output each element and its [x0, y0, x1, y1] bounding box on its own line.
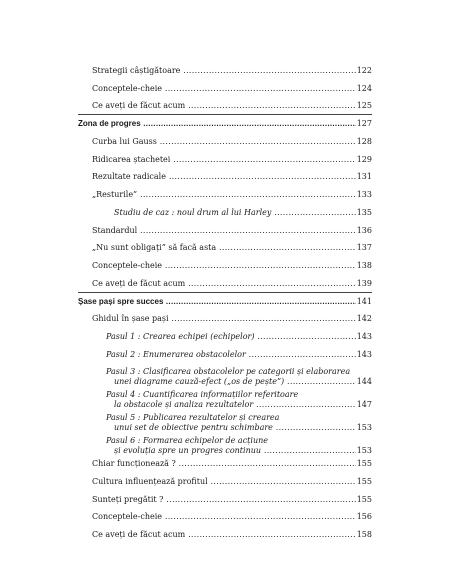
toc-page-number: 128 — [356, 137, 372, 147]
section-divider — [78, 114, 372, 115]
toc-page-number: 136 — [356, 225, 372, 235]
toc-page-number: 135 — [356, 207, 372, 217]
toc-page-number: 153 — [356, 423, 372, 433]
toc-entry-text-continued: unui set de obiective pentru schimbare ..... — [114, 423, 356, 433]
toc-entry-text: Ghidul în șase pași ..... — [92, 314, 356, 324]
toc-section-heading — [78, 119, 372, 129]
toc-entry-text-continued: unei diagrame cauză-efect („os de pește”) ..... — [114, 377, 356, 387]
toc-page-number: 156 — [356, 512, 372, 522]
toc-entry — [78, 332, 372, 342]
toc-entry — [78, 84, 372, 94]
toc-entry — [78, 243, 372, 253]
toc-entry-text: Ce aveți de făcut acum ..... — [92, 530, 356, 540]
toc-entry-text: Cultura influențează profitul ..... — [92, 477, 356, 487]
toc-entry-text: Ce aveți de făcut acum ..... — [92, 101, 356, 111]
toc-entry — [78, 137, 372, 147]
toc-entry-text: Zona de progres ..... — [78, 119, 356, 129]
toc-entry-multiline — [78, 413, 372, 433]
toc-page-number: 122 — [356, 66, 372, 75]
toc-entry — [78, 512, 372, 522]
toc-entry-text: Studiu de caz : noul drum al lui Harley ..... — [114, 208, 356, 218]
toc-page-number: 155 — [356, 459, 372, 469]
toc-page-number: 127 — [356, 119, 372, 129]
toc-entry-text: Pasul 1 : Crearea echipei (echipelor) ..... — [106, 332, 356, 342]
toc-entry-text: Pasul 4 : Cuantificarea informațiilor referitoare — [106, 390, 299, 400]
toc-page-number: 139 — [356, 278, 372, 288]
toc-page-number: 155 — [356, 494, 372, 504]
toc-page-number: 144 — [356, 377, 372, 387]
toc-entry-text: Pasul 5 : Publicarea rezultatelor și crearea — [106, 413, 280, 423]
toc-entry-text-continued: la obstacole și analiza rezultatelor ..... — [114, 400, 356, 410]
toc-entry-text: „Resturile” ..... — [92, 190, 356, 200]
toc-entry-text: Sunteți pregătit ? ..... — [92, 495, 356, 505]
toc-entry-text: Pasul 6 : Formarea echipelor de acțiune — [106, 436, 268, 446]
toc-entry-text: Pasul 3 : Clasificarea obstacolelor pe categorii și elaborarea — [106, 367, 351, 377]
toc-page-number: 143 — [356, 331, 372, 341]
toc-entry-text: Conceptele-cheie ..... — [92, 261, 356, 271]
toc-section-heading — [78, 297, 372, 307]
toc-page-number: 147 — [356, 400, 372, 410]
toc-page-number: 133 — [356, 190, 372, 200]
toc-entry — [78, 314, 372, 324]
toc-entry — [78, 261, 372, 271]
toc-page-number: 142 — [356, 314, 372, 324]
toc-page-number: 155 — [356, 477, 372, 486]
toc-entry-text: Chiar funcționează ? ..... — [92, 459, 356, 469]
toc-entry-multiline — [78, 436, 372, 456]
section-divider — [78, 292, 372, 293]
toc-entry-text: Ridicarea ștachetei ..... — [92, 155, 356, 165]
toc-entry-text: Rezultate radicale ..... — [92, 172, 356, 182]
toc-page-number: 143 — [356, 349, 372, 359]
toc-page-number: 137 — [356, 243, 372, 253]
toc-page-number: 138 — [356, 260, 372, 270]
toc-entry — [78, 208, 372, 218]
toc-entry — [78, 226, 372, 236]
toc-entry-text: „Nu sunt obligați” să facă asta ..... — [92, 243, 356, 253]
toc-entry-text: Curba lui Gauss ..... — [92, 137, 356, 147]
toc-entry — [78, 495, 372, 505]
toc-entry — [78, 279, 372, 289]
toc-entry-text: Conceptele-cheie ..... — [92, 84, 356, 94]
toc-entry — [78, 155, 372, 165]
toc-entry-text: Standardul ..... — [92, 226, 356, 236]
toc-entry — [78, 101, 372, 111]
toc-entry — [78, 66, 372, 76]
toc-entry-text: Conceptele-cheie ..... — [92, 512, 356, 522]
toc-entry — [78, 459, 372, 469]
toc-entry-text-continued: și evoluția spre un progres continuu ..... — [114, 446, 356, 456]
toc-page-number: 125 — [356, 101, 372, 111]
toc-entry-multiline — [78, 390, 372, 410]
toc-entry-text: Strategii câștigătoare ..... — [92, 66, 356, 76]
toc-entry-text: Ce aveți de făcut acum ..... — [92, 279, 356, 289]
toc-entry-text: Șase pași spre succes ..... — [78, 297, 356, 307]
toc-entry-text: Pasul 2 : Enumerarea obstacolelor ..... — [106, 350, 356, 360]
toc-page-number: 129 — [356, 154, 372, 164]
toc-page-number: 141 — [356, 296, 372, 306]
toc-entry — [78, 172, 372, 182]
toc-page-number: 153 — [356, 446, 372, 456]
toc-entry — [78, 477, 372, 487]
toc-entry — [78, 350, 372, 360]
toc-entry — [78, 190, 372, 200]
toc-page-number: 158 — [356, 530, 372, 540]
toc-entry-multiline — [78, 367, 372, 387]
table-of-contents — [78, 66, 372, 548]
toc-entry — [78, 530, 372, 540]
toc-page-number: 131 — [356, 172, 372, 182]
toc-page-number: 124 — [356, 83, 372, 93]
